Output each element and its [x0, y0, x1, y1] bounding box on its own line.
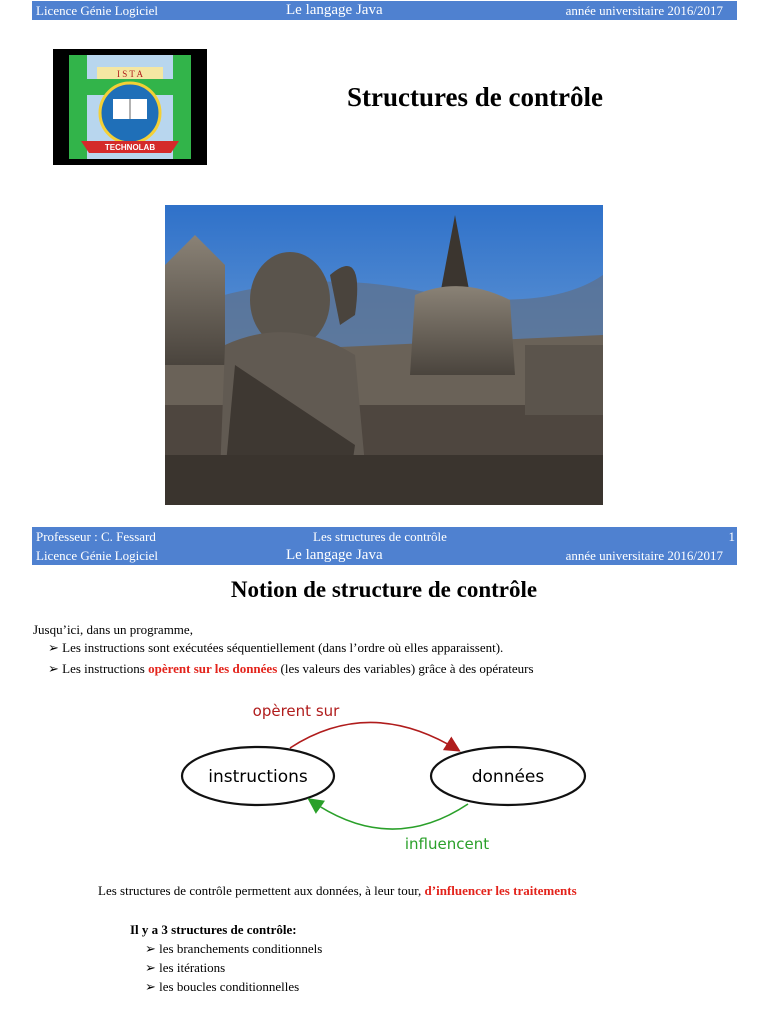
bullet-text: Les instructions sont exécutées séquentiellement (dans l’ordre où elles apparaissent).	[62, 640, 504, 655]
slide1-footer-bar	[32, 527, 737, 546]
list-item	[145, 941, 322, 957]
bullet-item	[48, 661, 534, 677]
instructions-label: instructions	[208, 767, 308, 787]
bullet-arrow-icon: ➢	[145, 960, 156, 975]
svg-text:I S T A: I S T A	[117, 69, 143, 79]
header-center-text: Le langage Java	[286, 2, 383, 18]
conclusion-paragraph	[98, 883, 577, 899]
footer-professor: Professeur : C. Fessard	[36, 529, 156, 544]
ista-logo	[53, 49, 207, 165]
slide2-title: Notion de structure de contrôle	[230, 577, 538, 602]
list-item-text: les itérations	[159, 960, 226, 975]
slide1-title: Structures de contrôle	[347, 82, 603, 112]
list-item-text: les boucles conditionnelles	[159, 979, 300, 994]
influence-arrow	[310, 800, 468, 829]
structures-list-title: Il y a 3 structures de contrôle:	[130, 922, 297, 937]
list-item-text: les branchements conditionnels	[159, 941, 323, 956]
data-label: données	[471, 767, 545, 787]
header-center-text: Le langage Java	[286, 547, 383, 563]
svg-text:TECHNOLAB: TECHNOLAB	[104, 143, 156, 152]
conclusion-highlight: d’influencer les traitements	[424, 883, 577, 898]
operate-on-label: opèrent sur	[252, 702, 340, 720]
header-left-text: Licence Génie Logiciel	[36, 3, 158, 18]
footer-page-number: 1	[728, 529, 735, 544]
bullet-arrow-icon: ➢	[145, 979, 156, 994]
borobudur-photo	[165, 205, 603, 505]
list-item	[145, 960, 225, 976]
header-right-text: année universitaire 2016/2017	[565, 548, 723, 563]
bullet-arrow-icon: ➢	[48, 640, 59, 655]
slide1-header-bar	[32, 1, 737, 20]
bullet-arrow-icon: ➢	[48, 661, 59, 676]
bullet-highlight: opèrent sur les données	[148, 661, 278, 676]
influence-label: influencent	[404, 835, 490, 853]
bullet-arrow-icon: ➢	[145, 941, 156, 956]
intro-text: Jusqu’ici, dans un programme,	[33, 622, 193, 637]
list-item	[145, 979, 299, 995]
header-right-text: année universitaire 2016/2017	[565, 3, 723, 18]
header-left-text: Licence Génie Logiciel	[36, 548, 158, 563]
bullet-text-pre: Les instructions	[62, 661, 149, 676]
operate-arrow	[290, 722, 458, 750]
footer-course-title: Les structures de contrôle	[313, 529, 447, 544]
bullet-item	[48, 640, 503, 656]
slide2-header-bar	[32, 546, 737, 565]
conclusion-text: Les structures de contrôle permettent aux données, à leur tour,	[98, 883, 425, 898]
bullet-text-post: (les valeurs des variables) grâce à des opérateurs	[277, 661, 534, 676]
control-flow-diagram	[170, 696, 600, 856]
